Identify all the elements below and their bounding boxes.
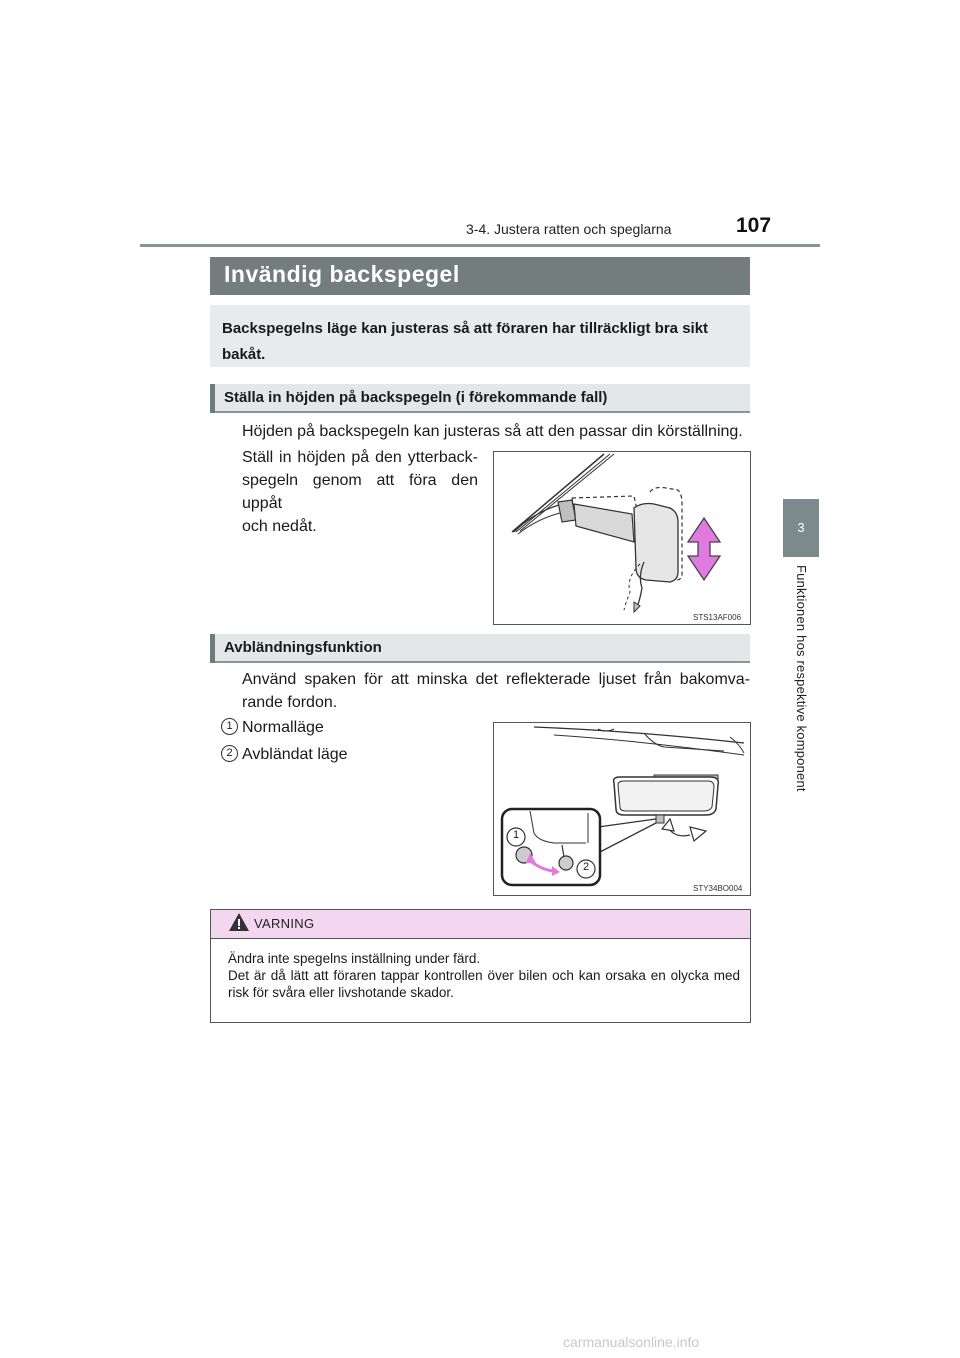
warning-text [228,950,740,1001]
warning-triangle-icon [228,912,250,932]
header-rule [140,244,820,247]
mirror-height-illustration [494,452,750,624]
subheading-antiglare-text: Avbländningsfunktion [224,639,382,656]
warning-line: Ändra inte spegelns inställning under färd. [228,951,481,966]
page-title: Invändig backspegel [224,261,460,287]
page-number: 107 [736,214,772,237]
height-text-1: Höjden på backspegeln kan justeras så att den passar din körställning. [242,423,743,440]
figure-mirror-antiglare [493,722,751,896]
antiglare-text [242,668,750,714]
chapter-tab: 3 [783,499,819,557]
subheading-marker [210,384,215,413]
chapter-tab-title: Funktionen hos respektive komponent [794,565,809,792]
mirror-antiglare-illustration [494,723,750,895]
running-header-section: 3-4. Justera ratten och speglarna [466,221,672,237]
figure-code: STS13AF006 [693,613,742,622]
figure-label-2: 2 [582,861,590,873]
figure-mirror-height [493,451,751,625]
antiglare-text-line: rande fordon. [242,694,338,711]
antiglare-text-line: Använd spaken för att minska det reflekterade ljuset från bakomva- [242,671,750,688]
warning-line: Det är då lätt att föraren tappar kontrollen över bilen och kan orsaka en olycka med risk för svåra eller livshotande skador. [228,968,740,1000]
height-text-line: spegeln genom att föra den uppåt [242,472,478,512]
figure-label-1: 1 [512,829,520,841]
watermark: carmanualsonline.info [563,1334,700,1350]
height-text-2 [242,446,478,538]
figure-code: STY34BO004 [693,884,743,893]
item-label-normal: Normalläge [242,719,324,736]
item-number-1: 1 [221,718,238,735]
subheading-marker [210,634,215,663]
height-text-line: och nedåt. [242,518,317,535]
intro-text: Backspegelns läge kan justeras så att föraren har tillräckligt bra sikt bakåt. [222,320,709,363]
height-text-line: Ställ in höjden på den ytterback- [242,449,478,466]
item-label-dimmed: Avbländat läge [242,746,348,763]
warning-label: VARNING [254,916,315,931]
item-number-2: 2 [221,745,238,762]
subheading-height-text: Ställa in höjden på backspegeln (i förekommande fall) [224,389,608,406]
